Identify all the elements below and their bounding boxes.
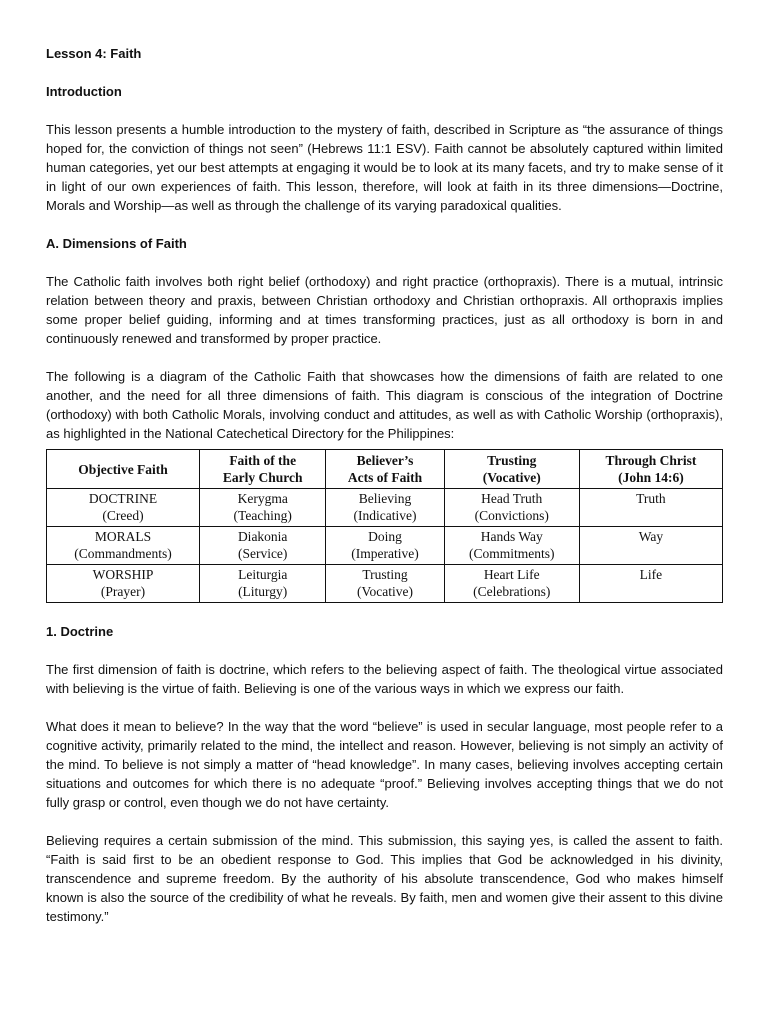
table-cell-line: DOCTRINE (88, 491, 158, 506)
table-cell-line: (Creed) (102, 508, 144, 523)
table-header-line: Through Christ (605, 453, 697, 468)
table-cell-col-early-church (200, 565, 326, 603)
table-header-row (47, 450, 723, 489)
table-cell-col-trusting (444, 489, 579, 527)
lesson-title: Lesson 4: Faith (46, 46, 142, 61)
table-header-line: Early Church (222, 470, 303, 485)
table-cell-line: (Convictions) (474, 508, 549, 523)
table-cell-line: (Commitments) (468, 546, 555, 561)
table-cell-col-trusting (444, 565, 579, 603)
table-header-col-objective-faith (47, 450, 200, 489)
table-header-line: Trusting (487, 453, 537, 468)
table-cell-col-objective-faith (47, 527, 200, 565)
table-cell-line: Diakonia (237, 529, 288, 544)
table-header-line: Objective Faith (78, 461, 168, 477)
table-cell-line: (Prayer) (100, 584, 146, 599)
table-cell-line: Leiturgia (238, 567, 288, 582)
table-cell-line: Kerygma (237, 491, 288, 506)
table-header-line: (Vocative) (482, 470, 541, 485)
intro-heading: Introduction (46, 84, 122, 99)
table-cell-line: Truth (636, 491, 666, 506)
doctrine-heading: 1. Doctrine (46, 624, 114, 639)
table-cell-line: Hands Way (480, 529, 543, 544)
table-cell-line: MORALS (94, 529, 152, 544)
table-cell-col-through-christ (579, 565, 722, 603)
table-header-line: (John 14:6) (618, 470, 684, 485)
table-header-col-through-christ (579, 450, 722, 489)
doctrine-paragraph-2-body: In the way that the word “believe” is used in secular language, most people refer to a cognitive activity, primarily related to the mind, the intellect and reason. However, believing is not simply an activity of the mind. To believe is not simply a matter of “head knowledge”. In many cases, believing involves accepting certain situations and outcomes for which there is no adequate “proof.” Believing involves accepting things that we do not fully grasp or control, even though we do not have certainty. (46, 719, 723, 810)
table-cell-col-objective-faith (47, 565, 200, 603)
table-cell-col-acts-of-faith (326, 527, 444, 565)
table-cell-col-through-christ (579, 527, 722, 565)
table-cell-line: (Liturgy) (238, 584, 288, 599)
document-page (46, 44, 723, 926)
table-cell-line: Trusting (362, 567, 408, 582)
section-a-heading: A. Dimensions of Faith (46, 236, 187, 251)
table-header-col-trusting (444, 450, 579, 489)
table-cell-line: (Celebrations) (473, 584, 551, 599)
table-cell-line: (Vocative) (357, 584, 414, 599)
table-cell-line: Heart Life (483, 567, 540, 582)
faith-dimensions-table (46, 449, 723, 603)
table-cell-line: (Teaching) (233, 508, 292, 523)
table-cell-line: (Imperative) (351, 546, 419, 561)
table-cell-col-through-christ (579, 489, 722, 527)
table-cell-line: Way (638, 529, 664, 544)
table-row (47, 489, 723, 527)
table-cell-line: Believing (358, 491, 412, 506)
table-cell-line: Life (639, 567, 663, 582)
table-row (47, 527, 723, 565)
doctrine-paragraph-1: The first dimension of faith is doctrine, which refers to the believing aspect of faith. The theological virtue associated with believing is the virtue of faith. Believing is one of the various ways in which we express our faith. (46, 662, 723, 696)
doctrine-question: What does it mean to believe? (46, 719, 224, 734)
table-header-line: Acts of Faith (347, 470, 423, 485)
table-cell-col-acts-of-faith (326, 565, 444, 603)
doctrine-paragraph-3: Believing requires a certain submission of the mind. This submission, this saying yes, is called the assent to faith. “Faith is said first to be an obedient response to God. This implies that God be acknowledged in his divinity, transcendence and supreme freedom. By the authority of his absolute transcendence, God who makes himself known is also the source of the credibility of what he reveals. By faith, men and women give their assent to this divine testimony.” (46, 833, 723, 924)
table-cell-line: Head Truth (481, 491, 543, 506)
table-cell-col-objective-faith (47, 489, 200, 527)
table-header-line: Believer’s (356, 453, 414, 468)
table-cell-col-trusting (444, 527, 579, 565)
table-header-col-acts-of-faith (326, 450, 444, 489)
doctrine-paragraph-2 (46, 717, 723, 812)
section-a-paragraph-1: The Catholic faith involves both right belief (orthodoxy) and right practice (orthopraxis). There is a mutual, intrinsic relation between theory and praxis, between Christian orthodoxy and Christian orthopraxis. All orthopraxis implies some proper belief guiding, informing and at times transforming practices, just as all orthodoxy is born in and continuously renewed and transformed by proper practice. (46, 274, 723, 346)
table-cell-col-early-church (200, 527, 326, 565)
table-header-col-early-church (200, 450, 326, 489)
section-a-paragraph-2: The following is a diagram of the Catholic Faith that showcases how the dimensions of faith are related to one another, and the need for all three dimensions of faith. This diagram is conscious of the integration of Doctrine (orthodoxy) with both Catholic Morals, involving conduct and attitudes, as well as with Catholic Worship (orthopraxis), as highlighted in the National Catechetical Directory for the Philippines: (46, 369, 723, 441)
table-cell-line: (Commandments) (74, 546, 172, 561)
table-row (47, 565, 723, 603)
table-cell-col-acts-of-faith (326, 489, 444, 527)
table-cell-col-early-church (200, 489, 326, 527)
table-header-line: Faith of the (229, 453, 297, 468)
table-cell-line: Doing (368, 529, 402, 544)
table-cell-line: (Service) (237, 546, 288, 561)
table-cell-line: WORSHIP (92, 567, 154, 582)
intro-paragraph: This lesson presents a humble introduction to the mystery of faith, described in Scripture as “the assurance of things hoped for, the conviction of things not seen” (Hebrews 11:1 ESV). Faith cannot be absolutely captured within limited human categories, yet our best attempts at engaging it would be to look at its many facets, and try to make sense of it in light of our own experiences of faith. This lesson, therefore, will look at faith in its three dimensions—Doctrine, Morals and Worship—as well as through the challenge of its varying paradoxical qualities. (46, 122, 723, 213)
table-cell-line: (Indicative) (353, 508, 417, 523)
